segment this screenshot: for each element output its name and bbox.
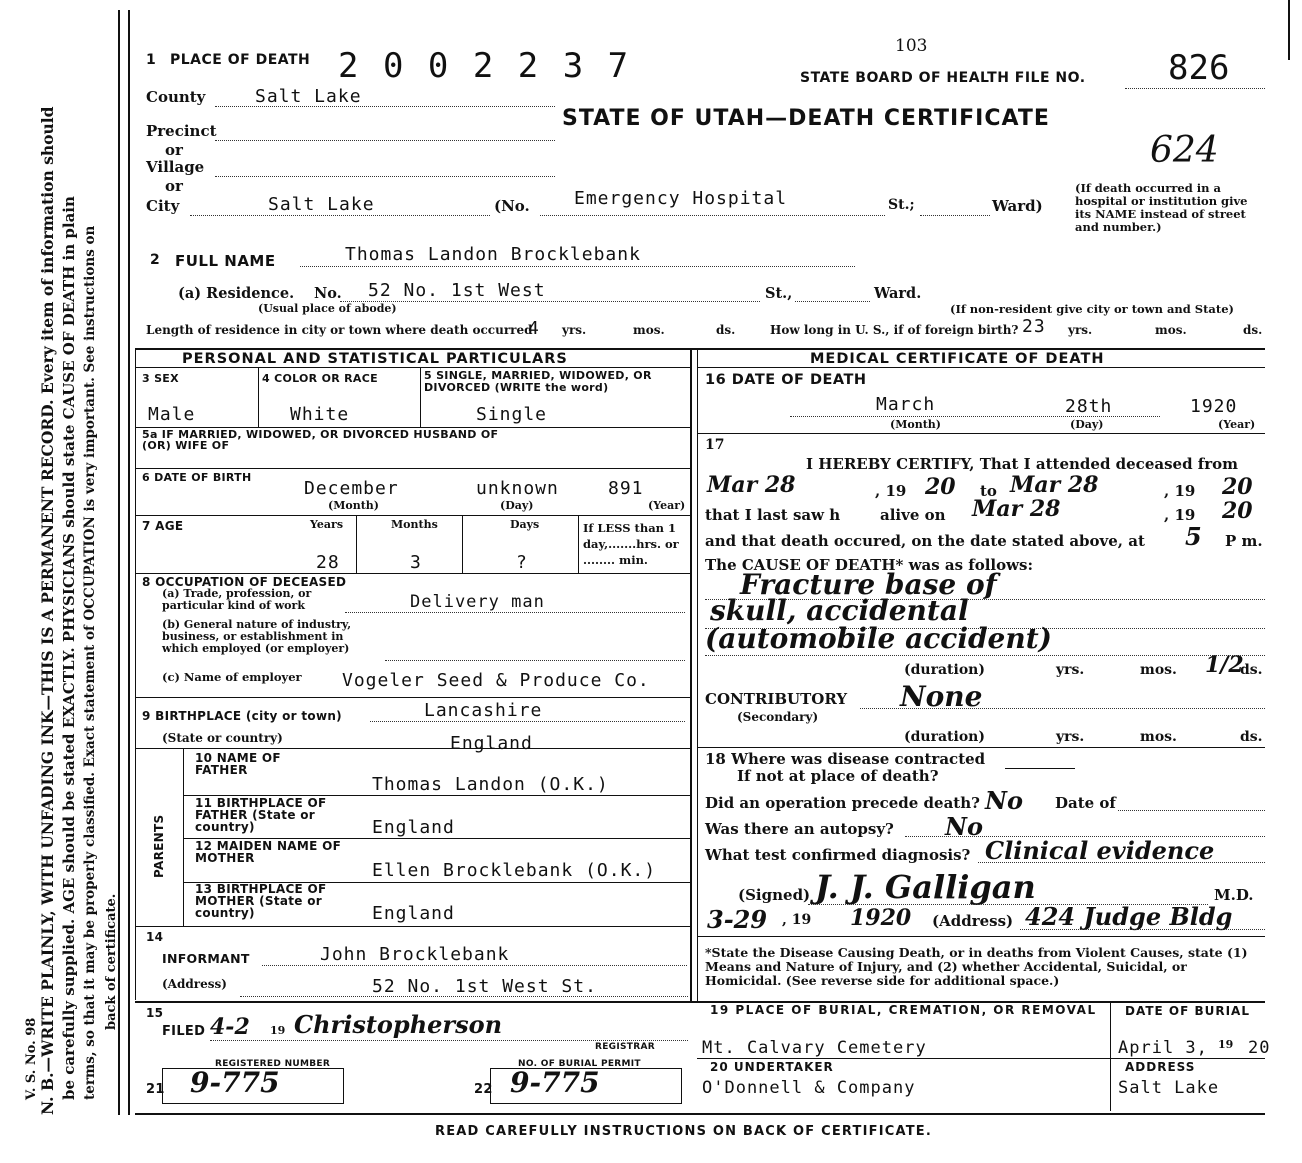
dob-month: December [304, 478, 399, 499]
birthplace-city: Lancashire [424, 700, 543, 721]
margin-instructions-1: N. B.—WRITE PLAINLY, WITH UNFADING INK—THIS IS A PERMANENT RECORD. Every item of information should [38, 106, 57, 1115]
color-label: 4 COLOR OR RACE [262, 372, 378, 385]
father-value: Thomas Landon (O.K.) [372, 774, 609, 795]
dob-day-caption: (Day) [500, 499, 534, 512]
dob-day: unknown [476, 478, 559, 499]
parents-label: PARENTS [152, 814, 166, 878]
q18-dash [1005, 768, 1075, 769]
father-birthplace-value: England [372, 817, 455, 838]
sex-value: Male [148, 404, 196, 425]
occupation-b-label: (b) General nature of industry, business, or establishment in which employed (or employer) [162, 618, 352, 655]
dod-day-caption: (Day) [1070, 418, 1104, 431]
age-days-header: Days [510, 518, 540, 531]
age-years: 28 [316, 552, 340, 573]
sex-label: 3 SEX [142, 372, 179, 385]
age-label: 7 AGE [142, 519, 184, 533]
length-mos-unit: mos. [633, 323, 665, 337]
duration-label-1: (duration) [904, 662, 985, 678]
occupation-a-label: (a) Trade, profession, or particular kind of work [162, 587, 312, 612]
margin-instructions-2: be carefully supplied. AGE should be stated EXACTLY. PHYSICIANS should state CAUSE OF DEATH in plain [60, 196, 78, 1100]
reg-number-num: 21 [146, 1082, 165, 1097]
county-label: County [146, 88, 206, 106]
residence-ward-label: Ward. [874, 285, 922, 302]
cause-line-2: skull, accidental [710, 594, 969, 627]
or-label-2: or [165, 177, 183, 195]
hospital-note: (If death occurred in a hospital or institution give its NAME instead of street and number.) [1075, 181, 1248, 234]
registered-number: 9-775 [190, 1066, 280, 1099]
margin-instructions-3: terms, so that it may be properly classified. Exact statement of OCCUPATION is very important. See instructions on [82, 225, 98, 1100]
doctor-address: 424 Judge Bldg [1025, 902, 1233, 931]
us-mos-unit: mos. [1155, 323, 1187, 337]
mother-value: Ellen Brocklebank (O.K.) [372, 860, 657, 881]
contributory-value: None [900, 680, 983, 713]
duration-ds-2: ds. [1240, 729, 1263, 745]
us-label: How long in U. S., if of foreign birth? [770, 323, 1019, 337]
file-number: 826 [1168, 48, 1230, 88]
precinct-label: Precinct [146, 122, 217, 140]
burial-19: 19 [1218, 1038, 1234, 1051]
margin-vs-no: V. S. No. 98 [24, 1017, 39, 1100]
death-time-label: and that death occured, on the date stated above, at [705, 532, 1145, 550]
cause-line-3: (automobile accident) [705, 622, 1052, 655]
filed-19: 19 [270, 1024, 286, 1037]
certify-text: I HEREBY CERTIFY, That I attended deceased from [806, 455, 1239, 473]
us-years: 23 [1022, 316, 1046, 337]
duration-half: 1/2 [1205, 652, 1244, 678]
age-years-header: Years [310, 518, 344, 531]
alive-on-label: alive on [880, 506, 946, 524]
employer-label: (c) Name of employer [162, 670, 302, 684]
operation-label: Did an operation precede death? [705, 794, 980, 812]
undertaker-value: O'Donnell & Company [702, 1078, 916, 1098]
length-label: Length of residence in city or town where death occurred [146, 323, 533, 337]
no-label: (No. [494, 197, 530, 215]
duration-ds-1: ds. [1240, 662, 1263, 678]
section-17-num: 17 [705, 437, 725, 453]
employer-value: Vogeler Seed & Produce Co. [342, 670, 650, 691]
burial-date-value: April 3, [1118, 1038, 1208, 1058]
dod-day: 28th [1065, 396, 1113, 417]
place-of-death-label: PLACE OF DEATH [170, 52, 311, 68]
dod-year: 1920 [1190, 396, 1238, 417]
informant-value: John Brocklebank [320, 944, 510, 965]
physician-signature: J. J. Galligan [815, 868, 1036, 906]
pm-label: P m. [1225, 532, 1263, 550]
footnote: *State the Disease Causing Death, or in deaths from Violent Causes, state (1) Means and Nature of Injury, and (2) whether Accidental, Suicidal, or Homicidal. (See reverse side for additional space.) [705, 945, 1248, 988]
date-of-label: Date of [1055, 794, 1116, 812]
us-yrs-unit: yrs. [1068, 323, 1093, 337]
cause-line-1: Fracture base of [740, 568, 997, 601]
st-label: St.; [888, 197, 915, 213]
mother-birthplace-value: England [372, 903, 455, 924]
personal-heading: PERSONAL AND STATISTICAL PARTICULARS [182, 351, 568, 367]
duration-yrs-1: yrs. [1056, 662, 1085, 678]
city-value: Salt Lake [268, 194, 375, 215]
age-months: 3 [410, 552, 422, 573]
doctor-address-label: (Address) [932, 912, 1014, 930]
dod-label: 16 DATE OF DEATH [705, 372, 867, 388]
length-years: 4 [528, 318, 540, 339]
dob-label: 6 DATE OF BIRTH [142, 471, 252, 484]
residence-label: (a) Residence. [178, 285, 295, 302]
informant-address-label: (Address) [162, 977, 227, 991]
alive-on-year: 20 [1222, 498, 1253, 524]
duration-yrs-2: yrs. [1056, 729, 1085, 745]
marital-value: Single [476, 404, 548, 425]
dod-month: March [876, 394, 936, 415]
burial-place-value: Mt. Calvary Cemetery [702, 1038, 927, 1058]
page-title: STATE OF UTAH—DEATH CERTIFICATE [562, 106, 1050, 131]
marital-label: 5 SINGLE, MARRIED, WIDOWED, OR DIVORCED (WRITE the word) [424, 369, 652, 394]
registered-number-label: REGISTERED NUMBER [215, 1059, 331, 1069]
q18b-label: If not at place of death? [737, 767, 939, 785]
test-value: Clinical evidence [985, 836, 1215, 865]
burial-permit-label: NO. OF BURIAL PERMIT [518, 1059, 641, 1069]
length-yrs-unit: yrs. [562, 323, 587, 337]
to-19: , 19 [1164, 482, 1196, 500]
birthplace-label: 9 BIRTHPLACE (city or town) [142, 709, 342, 723]
dob-year-caption: (Year) [648, 499, 686, 512]
last-saw-label: that I last saw h [705, 506, 841, 524]
burial-place-label: 19 PLACE OF BURIAL, CREMATION, OR REMOVAL [710, 1003, 1097, 1017]
full-name-value: Thomas Landon Brocklebank [345, 244, 641, 265]
full-name-num: 2 [150, 252, 161, 268]
dod-month-caption: (Month) [890, 418, 941, 431]
father-birthplace-label: 11 BIRTHPLACE OF FATHER (State or country) [195, 796, 327, 834]
city-label: City [146, 197, 180, 215]
secondary-label: (Secondary) [737, 710, 819, 724]
residence-value: 52 No. 1st West [368, 280, 546, 301]
top-mark: 103 [895, 36, 928, 56]
footer-instructions: READ CAREFULLY INSTRUCTIONS ON BACK OF CERTIFICATE. [435, 1124, 933, 1139]
alive-19: , 19 [1164, 506, 1196, 524]
spouse-label: 5a IF MARRIED, WIDOWED, OR DIVORCED HUSBAND OF (OR) WIFE OF [142, 428, 499, 452]
to-label: to [980, 482, 997, 500]
attended-from-date: Mar 28 [707, 472, 796, 498]
test-label: What test confirmed diagnosis? [705, 846, 971, 864]
death-hour: 5 [1185, 522, 1202, 551]
md-label: M.D. [1214, 886, 1254, 904]
filed-label: FILED [162, 1024, 206, 1039]
address-header: ADDRESS [1125, 1060, 1196, 1074]
occupation-value: Delivery man [410, 592, 545, 612]
permit-num: 22 [474, 1082, 493, 1097]
dob-month-caption: (Month) [328, 499, 379, 512]
dob-year: 891 [608, 478, 644, 499]
contributory-label: CONTRIBUTORY [705, 690, 848, 708]
certificate-number: 2 0 0 2 2 3 7 [338, 46, 631, 86]
color-value: White [290, 404, 350, 425]
filed-num: 15 [146, 1006, 164, 1020]
birthplace-country: England [450, 733, 533, 754]
operation-value: No [985, 786, 1023, 815]
filed-date: 4-2 [210, 1014, 250, 1040]
attended-from-year: 20 [925, 474, 956, 500]
handwritten-number: 624 [1150, 130, 1219, 171]
file-no-label: STATE BOARD OF HEALTH FILE NO. [800, 70, 1086, 86]
nonresident-note: (If non-resident give city or town and State) [950, 302, 1234, 316]
age-months-header: Months [391, 518, 438, 531]
registrar-label: REGISTRAR [595, 1042, 655, 1052]
cause-label: The CAUSE OF DEATH* was as follows: [705, 556, 1034, 574]
age-days: ? [516, 552, 528, 573]
undertaker-label: 20 UNDERTAKER [710, 1060, 834, 1074]
state-country-label: (State or country) [162, 731, 283, 745]
signed-label: (Signed) [738, 886, 811, 904]
margin-instructions-4: back of certificate. [104, 893, 119, 1030]
or-label-1: or [165, 141, 183, 159]
informant-num: 14 [146, 930, 164, 944]
duration-mos-2: mos. [1140, 729, 1177, 745]
alive-on-date: Mar 28 [972, 496, 1061, 522]
medical-heading: MEDICAL CERTIFICATE OF DEATH [810, 351, 1105, 367]
registrar-signature: Christopherson [294, 1010, 503, 1039]
abode-note: (Usual place of abode) [258, 302, 397, 315]
mother-birthplace-label: 13 BIRTHPLACE OF MOTHER (State or country) [195, 882, 327, 920]
sign-year: 1920 [850, 905, 912, 931]
autopsy-label: Was there an autopsy? [705, 820, 894, 838]
duration-label-2: (duration) [904, 729, 985, 745]
autopsy-value: No [945, 812, 983, 841]
undertaker-address: Salt Lake [1118, 1078, 1220, 1098]
mother-label: 12 MAIDEN NAME OF MOTHER [195, 839, 342, 865]
age-less-label: If LESS than 1 day,.......hrs. or ........ min. [583, 521, 679, 567]
informant-address: 52 No. 1st West St. [372, 976, 597, 997]
attended-to-year: 20 [1222, 474, 1253, 500]
residence-no-label: No. [314, 285, 342, 302]
informant-label: INFORMANT [162, 951, 250, 966]
residence-st-label: St., [765, 285, 793, 302]
from-19: , 19 [875, 482, 907, 500]
duration-mos-1: mos. [1140, 662, 1177, 678]
length-ds-unit: ds. [716, 323, 736, 337]
full-name-label: FULL NAME [175, 252, 276, 270]
burial-date-label: DATE OF BURIAL [1125, 1004, 1250, 1018]
county-value: Salt Lake [255, 86, 362, 107]
occupation-label: 8 OCCUPATION OF DECEASED [142, 575, 347, 589]
burial-year: 20 [1248, 1038, 1271, 1058]
sign-date: 3-29 [707, 905, 768, 934]
village-label: Village [146, 158, 205, 176]
burial-permit-number: 9-775 [510, 1066, 600, 1099]
q18-label: 18 Where was disease contracted [705, 750, 986, 768]
father-label: 10 NAME OF FATHER [195, 751, 281, 777]
dod-year-caption: (Year) [1218, 418, 1256, 431]
attended-to-date: Mar 28 [1010, 472, 1099, 498]
us-ds-unit: ds. [1243, 323, 1263, 337]
ward-label: Ward) [992, 197, 1043, 215]
hospital-value: Emergency Hospital [574, 188, 788, 209]
sign-19: , 19 [782, 912, 812, 928]
place-of-death-num: 1 [146, 52, 157, 68]
